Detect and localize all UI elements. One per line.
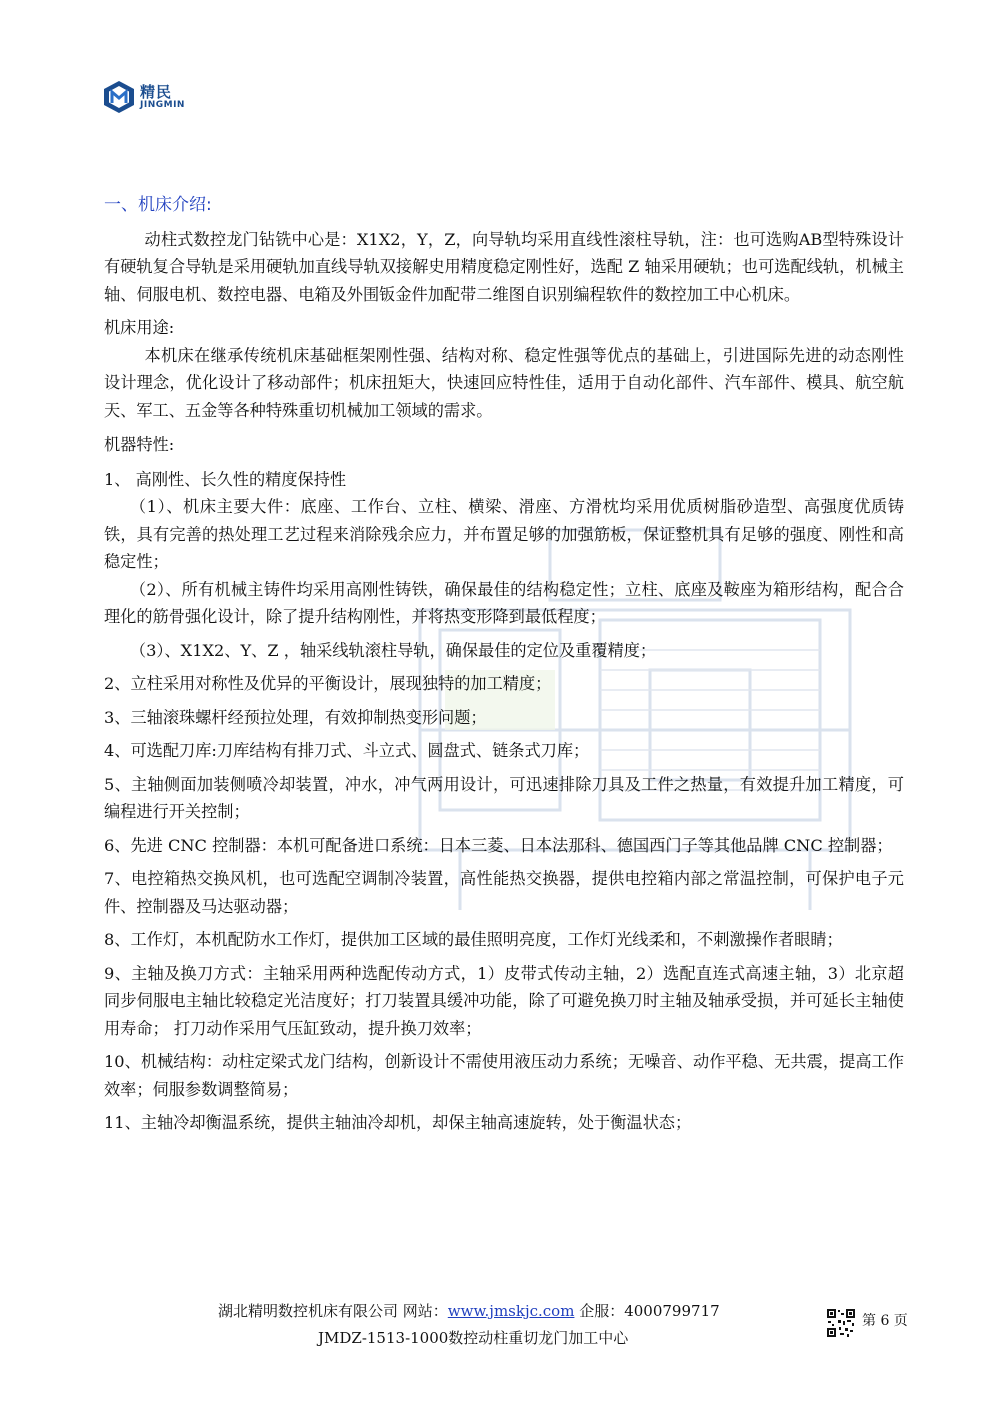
feature-item-10: 10、机械结构：动柱定梁式龙门结构，创新设计不需使用液压动力系统；无噪音、动作平稳、无共震，提高工作效率；伺服参数调整简易； [104,1052,904,1099]
feature-item-6: 6、先进 CNC 控制器：本机可配备进口系统：日本三菱、日本法那科、德国西门子等其他品牌 CNC 控制器； [104,835,893,855]
feature-item-9: 9、主轴及换刀方式：主轴采用两种选配传动方式，1）皮带式传动主轴，2）选配直连式高速主轴，3）北京超同步伺服电主轴比较稳定光洁度好；打刀装置具缓冲功能，除了可避免换刀时主轴及轴承受损，并可延长主轴使用寿命； 打刀动作采用气压缸致动，提升换刀效率； [104,963,904,1038]
section-title: 一、机床介绍: [104,195,212,215]
intro-paragraph: 动柱式数控龙门钻铣中心是：X1X2，Y，Z，向导轨均采用直线性滚柱导轨，注：也可选购AB型特殊设计有硬轨复合导轨是采用硬轨加直线导轨双接解史用精度稳定刚性好，选配 Z 轴采用硬轨；也可选配线轨，机械主轴、伺服电机、数控电器、电箱及外围钣金件加配带二维图自识别编程软件的数控加工中心机床。 [104,229,904,304]
feature-item-5: 5、主轴侧面加装侧喷冷却装置，冲水，冲气两用设计，可迅速排除刀具及工件之热量，有效提升加工精度，可编程进行开关控制； [104,774,904,821]
feature-item-1-title: 1、 高刚性、长久性的精度保持性 [104,469,347,489]
usage-paragraph: 本机床在继承传统机床基础框架刚性强、结构对称、稳定性强等优点的基础上，引进国际先进的动态刚性设计理念，优化设计了移动部件；机床扭矩大，快速回应特性佳，适用于自动化部件、汽车部件、模具、航空航天、军工、五金等各种特殊重切机械加工领域的需求。 [104,345,904,420]
usage-label: 机床用途: [104,318,175,337]
feature-item-1-sub-3: （3）、X1X2、Y、Z ，轴采线轨滚柱导轨，确保最佳的定位及重覆精度； [129,640,657,660]
footer-model-name: JMDZ-1513-1000数控动柱重切龙门加工中心 [318,1329,629,1347]
feature-item-1-sub-1: （1）、机床主要大件：底座、工作台、立柱、横梁、滑座、方滑枕均采用优质树脂砂造型、高强度优质铸铁，具有完善的热处理工艺过程来消除残余应力，并布置足够的加强筋板，保证整机具有足够的强度、刚性和高稳定性； [104,497,904,571]
company-logo [102,78,222,118]
feature-item-4: 4、可选配刀库:刀库结构有排刀式、斗立式、圆盘式、链条式刀库； [104,741,590,760]
jingmin-logo-icon [102,80,136,114]
feature-item-3: 3、三轴滚珠螺杆经预拉处理，有效抑制热变形问题； [104,707,487,727]
logo-chinese-name: 精民 [140,83,173,101]
footer-company-site-label: 湖北精明数控机床有限公司 网站： [218,1302,448,1320]
features-label: 机器特性: [104,435,175,454]
footer-contact-line [218,1298,720,1324]
feature-item-7: 7、电控箱热交换风机，也可选配空调制冷装置，高性能热交换器，提供电控箱内部之常温控制，可保护电子元件、控制器及马达驱动器； [104,869,904,916]
page-number: 第 6 页 [862,1313,908,1329]
logo-english-name: JINGMIN [140,100,185,110]
footer-website-link[interactable]: www.jmskjc.com [447,1302,575,1320]
footer-service-phone: 企服：4000799717 [579,1302,720,1320]
qr-code-icon [826,1308,856,1338]
document-body [104,192,904,1137]
feature-item-11: 11、主轴冷却衡温系统，提供主轴油冷却机，却保主轴高速旋转，处于衡温状态； [104,1113,692,1132]
feature-item-8: 8、工作灯，本机配防水工作灯，提供加工区域的最佳照明亮度，工作灯光线柔和，不刺激操作者眼睛； [104,930,843,949]
feature-item-1-sub-2: （2）、所有机械主铸件均采用高刚性铸铁，确保最佳的结构稳定性；立柱、底座及鞍座为箱形结构，配合合理化的筋骨强化设计，除了提升结构刚性，并将热变形降到最低程度； [104,579,904,626]
feature-item-2: 2、立柱采用对称性及优异的平衡设计，展现独特的加工精度； [104,674,552,693]
